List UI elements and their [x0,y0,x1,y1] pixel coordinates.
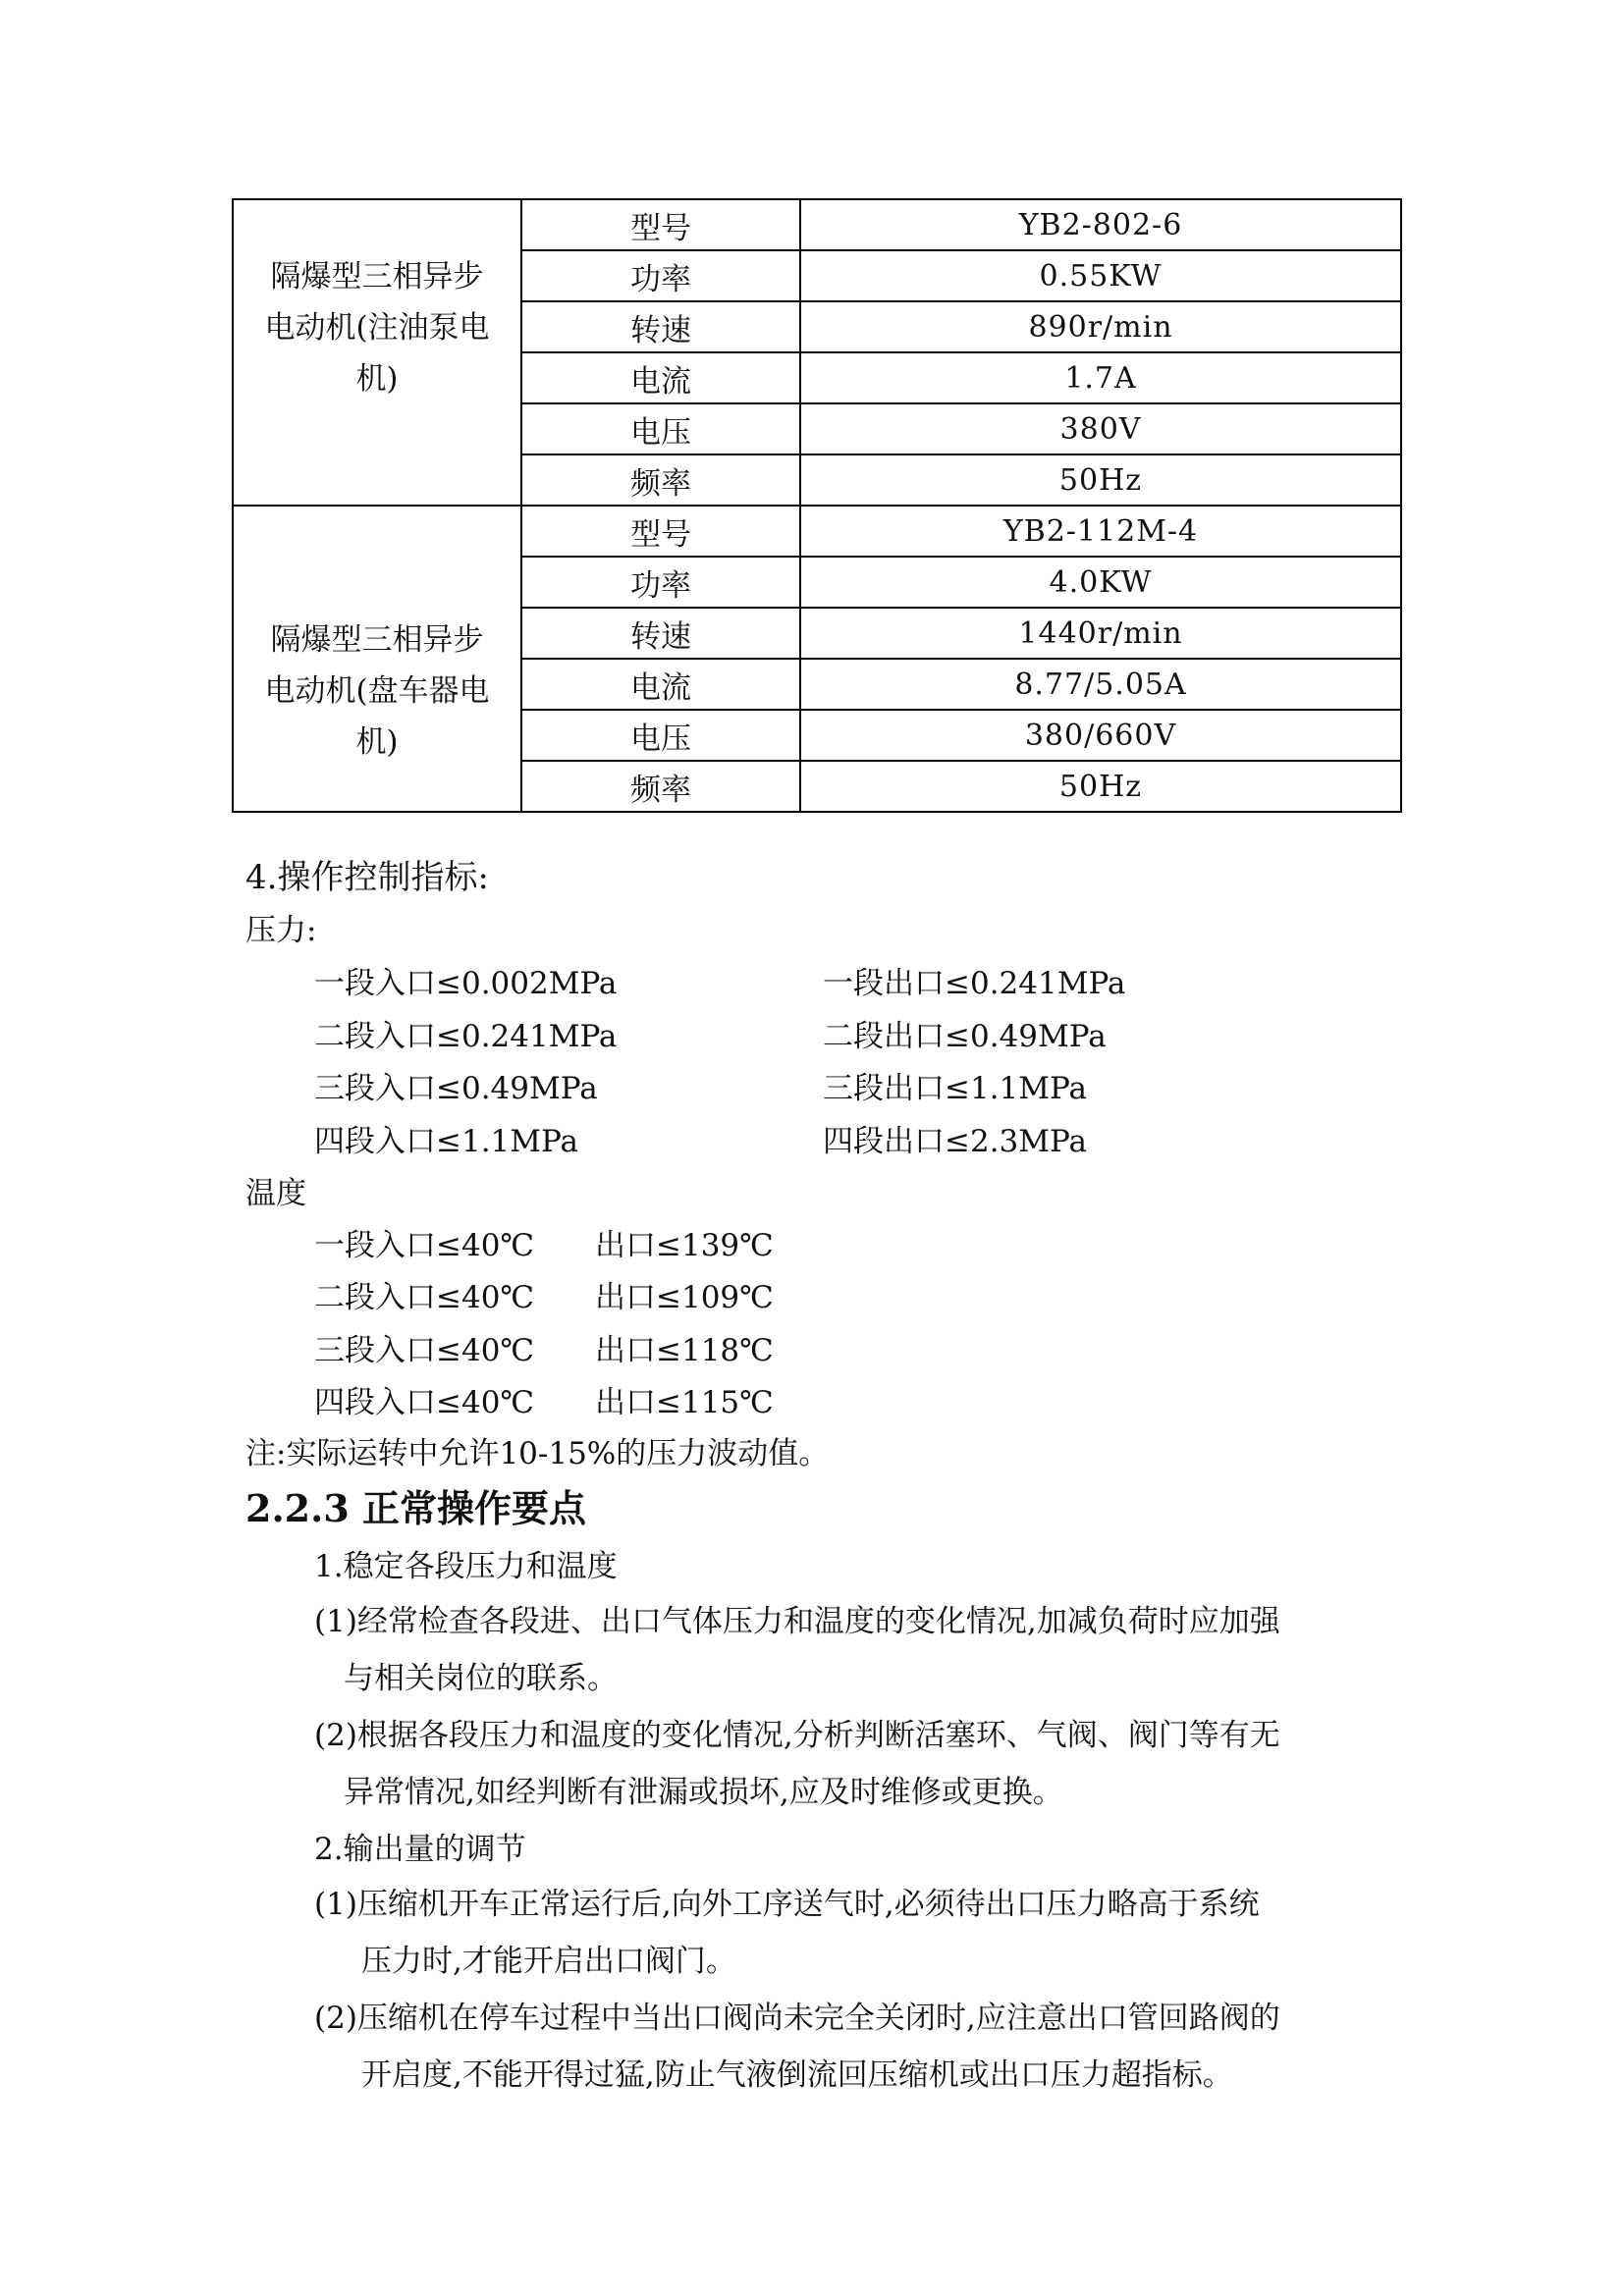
value-cell: YB2-802-6 [800,199,1401,250]
value-cell: 380V [800,403,1401,454]
paragraph-line: 与相关岗位的联系。 [344,1661,618,1696]
value-cell: 380/660V [800,710,1401,761]
temperature-inlet: 四段入口≤40℃ [314,1385,535,1420]
value-cell: YB2-112M-4 [800,506,1401,557]
param-cell: 转速 [521,301,800,352]
motor-spec-table [232,198,1402,813]
pressure-inlet: 三段入口≤0.49MPa [314,1071,598,1106]
motor-group-name [233,506,521,812]
fluctuation-note: 注:实际运转中允许10-15%的压力波动值。 [245,1436,830,1471]
control-indicators-heading: 4.操作控制指标: [245,858,489,897]
param-cell: 电压 [521,403,800,454]
paragraph-line: (1)压缩机开车正常运行后,向外工序送气时,必须待出口压力略高于系统 [314,1887,1260,1922]
param-cell: 电流 [521,352,800,403]
value-cell: 8.77/5.05A [800,659,1401,710]
paragraph-line: 异常情况,如经判断有泄漏或损坏,应及时维修或更换。 [344,1775,1063,1810]
temperature-outlet: 出口≤118℃ [595,1333,774,1368]
value-cell: 0.55KW [800,250,1401,301]
param-cell: 频率 [521,454,800,506]
value-cell: 1440r/min [800,608,1401,659]
motor-group-name [233,199,521,506]
param-cell: 电压 [521,710,800,761]
param-cell: 型号 [521,506,800,557]
group-name-line: 隔爆型三相异步 [270,259,484,294]
paragraph-line: 开启度,不能开得过猛,防止气液倒流回压缩机或出口压力超指标。 [361,2057,1233,2093]
param-cell: 型号 [521,199,800,250]
temperature-inlet: 二段入口≤40℃ [314,1280,535,1315]
group-name-line: 电动机(注油泵电 [264,310,490,346]
param-cell: 功率 [521,250,800,301]
pressure-label: 压力: [245,913,317,948]
temperature-inlet: 一段入口≤40℃ [314,1228,535,1263]
param-cell: 频率 [521,761,800,812]
temperature-outlet: 出口≤115℃ [595,1385,774,1420]
pressure-inlet: 一段入口≤0.002MPa [314,966,618,1001]
param-cell: 转速 [521,608,800,659]
item-title: 1.稳定各段压力和温度 [314,1549,618,1584]
value-cell: 4.0KW [800,557,1401,608]
value-cell: 890r/min [800,301,1401,352]
paragraph-line: (2)根据各段压力和温度的变化情况,分析判断活塞环、气阀、阀门等有无 [314,1718,1280,1753]
param-cell: 电流 [521,659,800,710]
temperature-label: 温度 [245,1176,306,1211]
pressure-inlet: 二段入口≤0.241MPa [314,1019,618,1054]
table-row [233,199,1401,250]
pressure-outlet: 三段出口≤1.1MPa [823,1071,1087,1106]
table-row [233,506,1401,557]
group-name-line: 机) [355,361,399,397]
group-name-line: 机) [355,724,399,760]
pressure-outlet: 一段出口≤0.241MPa [823,966,1126,1001]
section-heading: 2.2.3 正常操作要点 [245,1486,587,1530]
group-name-line: 隔爆型三相异步 [270,622,484,658]
value-cell: 50Hz [800,454,1401,506]
value-cell: 1.7A [800,352,1401,403]
pressure-outlet: 二段出口≤0.49MPa [823,1019,1107,1054]
temperature-outlet: 出口≤139℃ [595,1228,774,1263]
item-title: 2.输出量的调节 [314,1832,526,1867]
param-cell: 功率 [521,557,800,608]
paragraph-line: 压力时,才能开启出口阀门。 [361,1944,736,1979]
group-name-line: 电动机(盘车器电 [264,673,490,709]
paragraph-line: (2)压缩机在停车过程中当出口阀尚未完全关闭时,应注意出口管回路阀的 [314,2001,1280,2036]
pressure-outlet: 四段出口≤2.3MPa [823,1124,1087,1159]
temperature-outlet: 出口≤109℃ [595,1280,774,1315]
pressure-inlet: 四段入口≤1.1MPa [314,1124,578,1159]
temperature-inlet: 三段入口≤40℃ [314,1333,535,1368]
paragraph-line: (1)经常检查各段进、出口气体压力和温度的变化情况,加减负荷时应加强 [314,1604,1280,1639]
value-cell: 50Hz [800,761,1401,812]
